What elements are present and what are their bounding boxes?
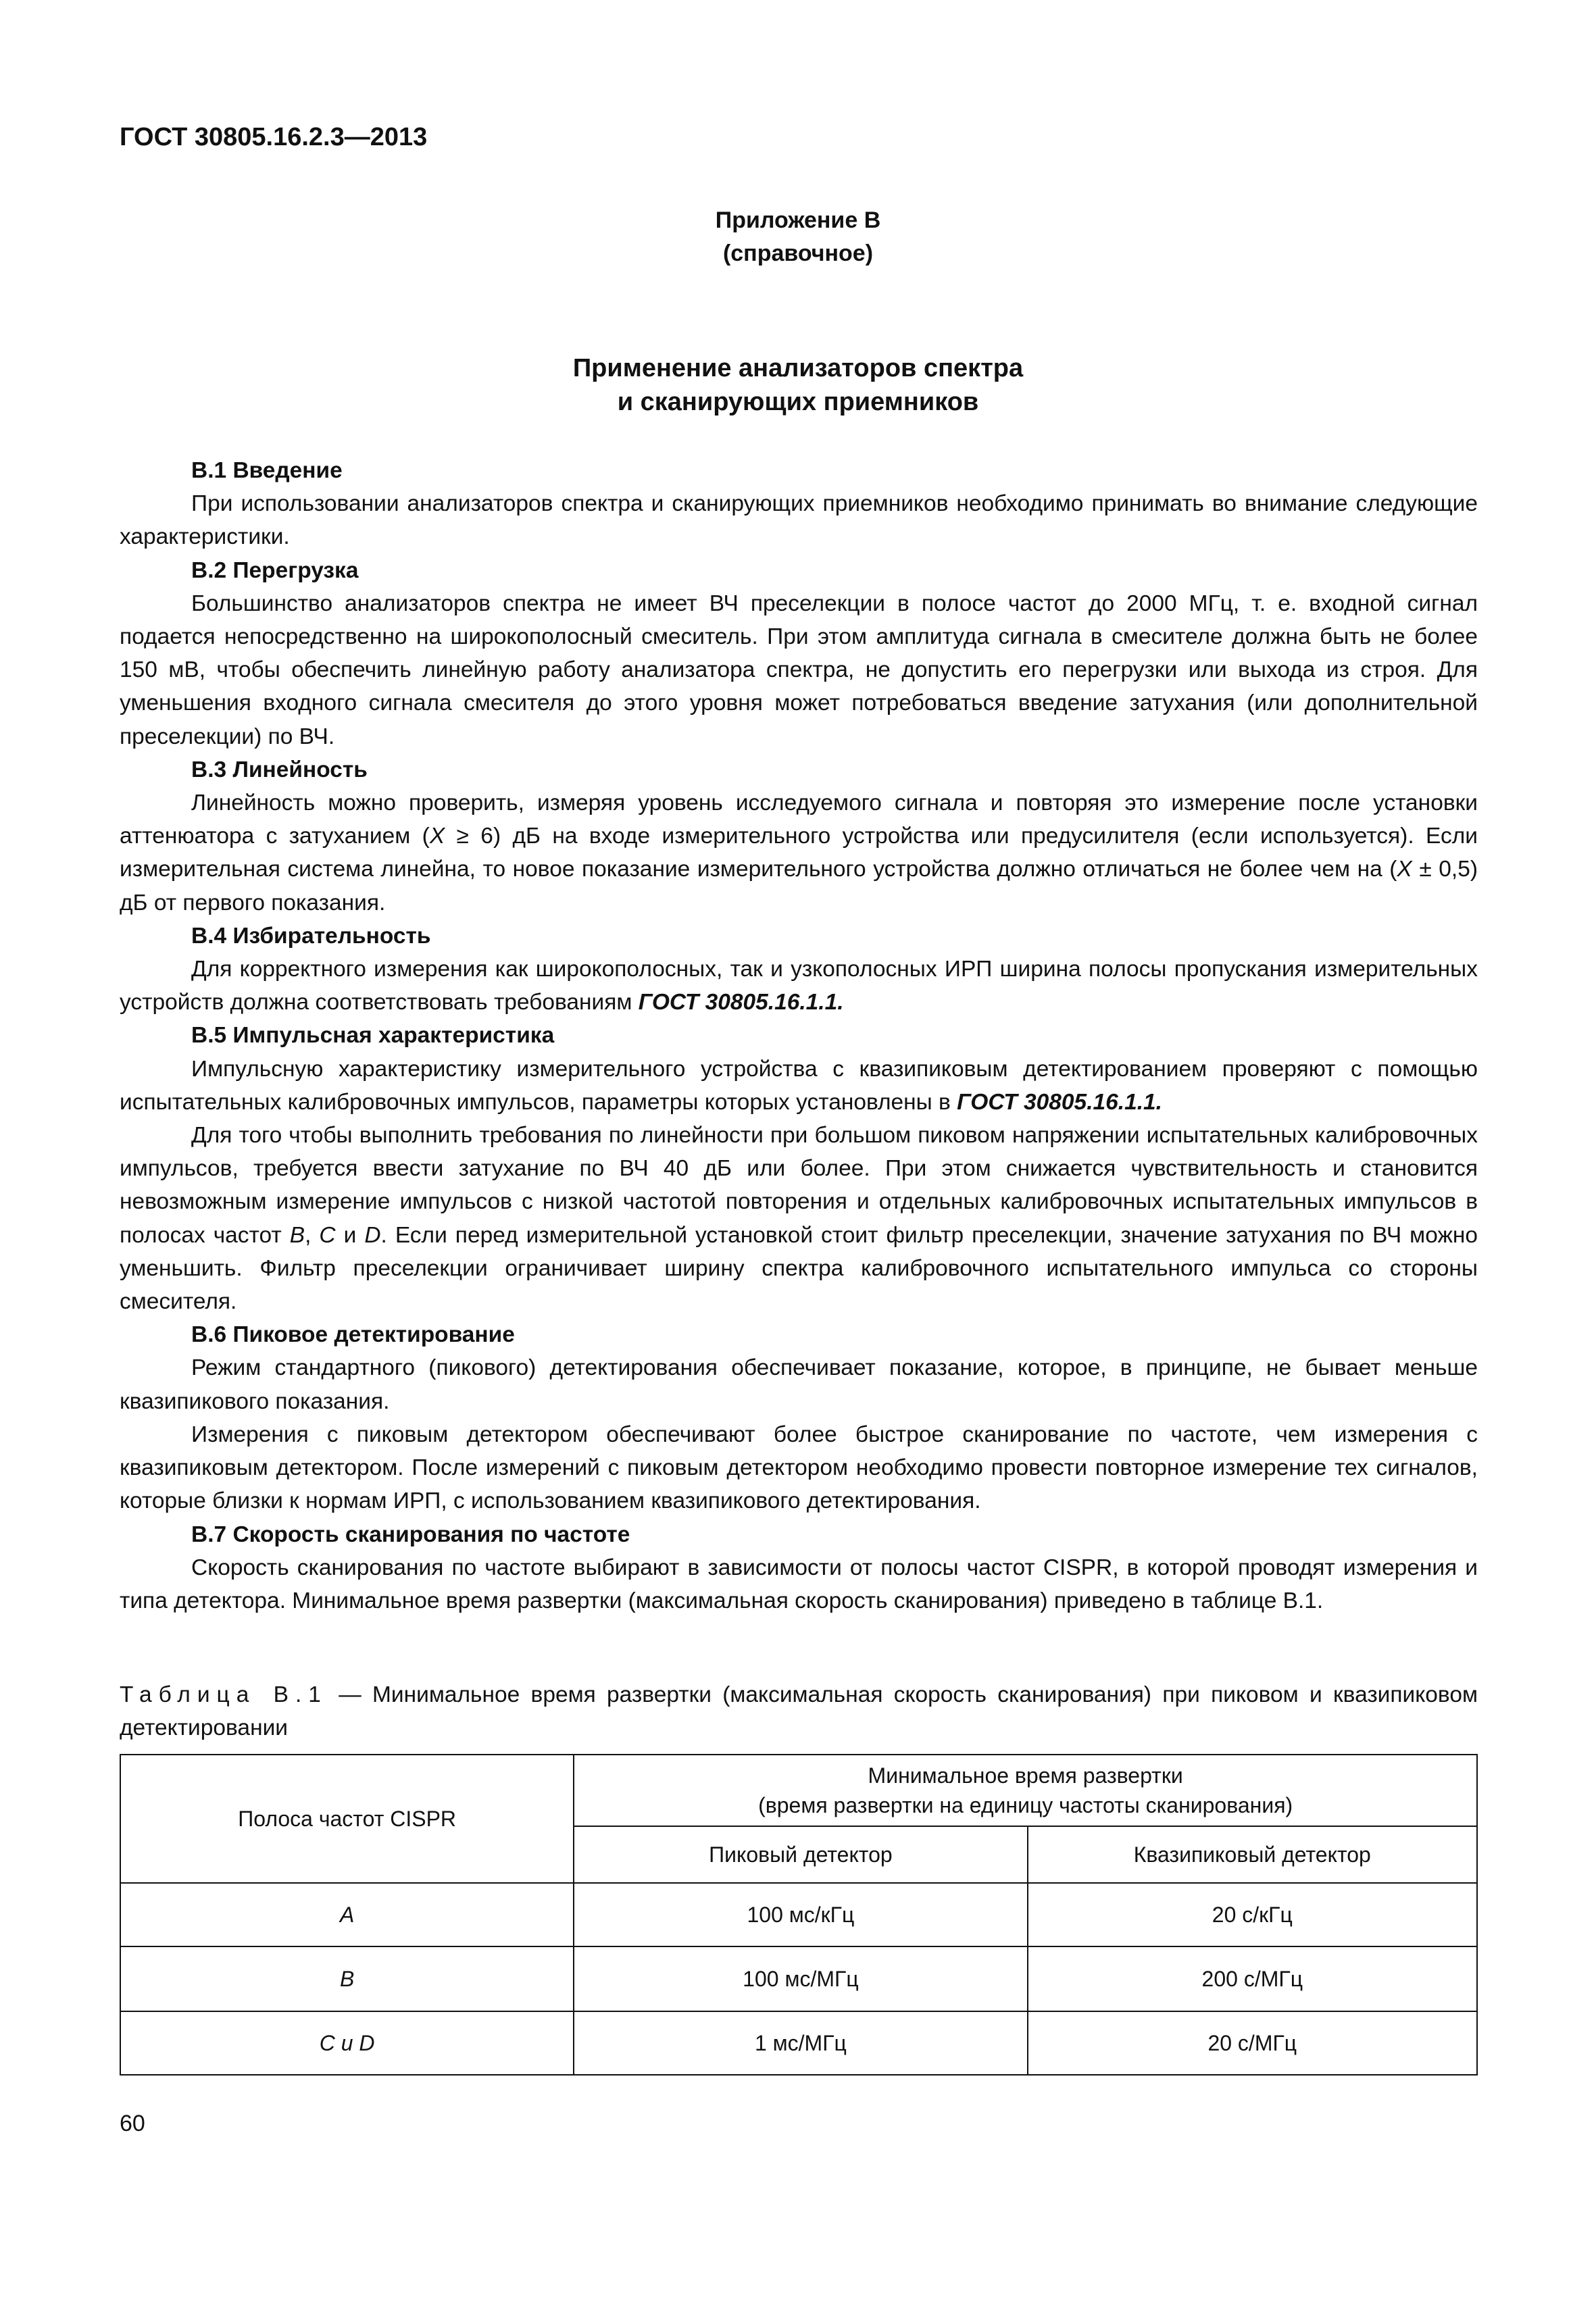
- section-heading-b3: В.3 Линейность: [191, 757, 368, 782]
- table-row: [120, 2011, 1477, 2075]
- column-header-sweep-time-line1: Минимальное время развертки: [868, 1763, 1183, 1788]
- appendix-heading: [0, 204, 1596, 270]
- text-run: ≥ 6) дБ на входе измерительного устройства или предусилителя (если используется). Если измерительная система линейна, то новое показание измерительного устройства должно отличаться не более чем на (: [120, 824, 1478, 882]
- cell-quasi-peak: 200 с/МГц: [1028, 1946, 1477, 2011]
- standard-reference: ГОСТ 30805.16.1.1.: [638, 990, 844, 1015]
- text-run: и: [335, 1222, 365, 1248]
- cell-quasi-peak: 20 с/МГц: [1028, 2011, 1477, 2075]
- cell-peak: 100 мс/МГц: [574, 1946, 1027, 2011]
- band-b: B: [289, 1222, 305, 1248]
- paragraph-b3: [120, 786, 1478, 920]
- standard-header: ГОСТ 30805.16.2.3—2013: [120, 123, 428, 151]
- variable-x: X: [1397, 857, 1412, 882]
- column-header-band: Полоса частот CISPR: [120, 1755, 574, 1883]
- text-run: Для того чтобы выполнить требования по линейности при большом пиковом напряжении испытательных калибровочных импульсов, требуется ввести затухание по ВЧ 40 дБ или более. При этом снижается чувствительность и становится невозможным измерение импульсов с низкой частотой повторения и отдельных калибровочных испытательных импульсов в полосах частот: [120, 1123, 1478, 1248]
- paragraph-b5-2: [120, 1119, 1478, 1318]
- section-heading-b7: В.7 Скорость сканирования по частоте: [191, 1521, 630, 1547]
- cell-quasi-peak: 20 с/кГц: [1028, 1883, 1477, 1946]
- section-heading-b1: В.1 Введение: [191, 458, 343, 483]
- cell-peak: 100 мс/кГц: [574, 1883, 1027, 1946]
- column-header-sweep-time-line2: (время развертки на единицу частоты сканирования): [758, 1793, 1293, 1817]
- page-number: 60: [120, 2111, 145, 2136]
- paragraph-b7: Скорость сканирования по частоте выбирают в зависимости от полосы частот CISPR, в которой проводят измерения и типа детектора. Минимальное время развертки (максимальная скорость сканирования) приведено в таблице В.1.: [120, 1555, 1478, 1613]
- section-heading-b5: В.5 Импульсная характеристика: [191, 1023, 555, 1049]
- standard-reference: ГОСТ 30805.16.1.1.: [957, 1089, 1162, 1115]
- paragraph-b6-2: Измерения с пиковым детектором обеспечивают более быстрое сканирование по частоте, чем измерения с квазипиковым детектором. После измерений с пиковым детектором необходимо провести повторное измерение тех сигналов, которые близки к нормам ИРП, с использованием квазипикового детектирования.: [120, 1422, 1478, 1514]
- section-heading-b4: В.4 Избирательность: [191, 923, 431, 949]
- text-run: ,: [305, 1222, 320, 1248]
- cell-band: C и D: [120, 2011, 574, 2075]
- paragraph-b6-1: Режим стандартного (пикового) детектирования обеспечивает показание, которое, в принципе, не бывает меньше квазипикового показания.: [120, 1355, 1478, 1414]
- paragraph-b1: При использовании анализаторов спектра и сканирующих приемников необходимо принимать во внимание следующие характеристики.: [120, 491, 1478, 550]
- paragraph-b2: Большинство анализаторов спектра не имеет ВЧ преселекции в полосе частот до 2000 МГц, т. е. входной сигнал подается непосредственно на широкополосный смеситель. При этом амплитуда сигнала в смесителе должна быть не более 150 мВ, чтобы обеспечить линейную работу анализатора спектра, не допустить его перегрузки или выхода из строя. Для уменьшения входного сигнала смесителя до этого уровня может потребоваться введение затухания (или дополнительной преселекции) по ВЧ.: [120, 590, 1478, 749]
- table-caption: [120, 1678, 1478, 1744]
- text-run: Линейность можно проверить, измеряя уровень исследуемого сигнала и повторяя это измерение после установки аттенюатора с затуханием (: [120, 790, 1478, 849]
- section-heading-b2: В.2 Перегрузка: [191, 557, 359, 583]
- appendix-subtitle: (справочное): [722, 241, 874, 266]
- text-run: Импульсную характеристику измерительного устройства с квазипиковым детектированием проверяют с помощью испытательных калибровочных импульсов, параметры которых установлены в: [120, 1056, 1478, 1115]
- sweep-time-table: [120, 1754, 1478, 2076]
- section-heading-b6: В.6 Пиковое детектирование: [191, 1322, 515, 1348]
- table-caption-text: — Минимальное время развертки (максимальная скорость сканирования) при пиковом и квазипиковом детектировании: [120, 1682, 1478, 1740]
- band-d: D: [364, 1222, 381, 1248]
- table-caption-label: Таблица В.1: [120, 1682, 328, 1707]
- text-run: ± 0,5) дБ от первого показания.: [120, 857, 1478, 915]
- column-header-sweep-time: [574, 1755, 1477, 1826]
- band-c: C: [319, 1222, 336, 1248]
- page-title-line1: Применение анализаторов спектра: [572, 354, 1024, 382]
- page-title-line2: и сканирующих приемников: [617, 388, 979, 416]
- table-row: [120, 1883, 1477, 1946]
- document-body: [120, 454, 1478, 1617]
- column-header-quasi-peak: Квазипиковый детектор: [1028, 1826, 1477, 1883]
- appendix-title: Приложение В: [715, 207, 881, 233]
- page-title: [0, 351, 1596, 419]
- cell-band: B: [120, 1946, 574, 2011]
- paragraph-b5-1: [120, 1053, 1478, 1119]
- cell-peak: 1 мс/МГц: [574, 2011, 1027, 2075]
- cell-band: A: [120, 1883, 574, 1946]
- paragraph-b4: [120, 953, 1478, 1019]
- column-header-peak: Пиковый детектор: [574, 1826, 1027, 1883]
- table-row: [120, 1946, 1477, 2011]
- text-run: . Если перед измерительной установкой стоит фильтр преселекции, значение затухания по ВЧ можно уменьшить. Фильтр преселекции ограничивает ширину спектра калибровочного испытательного импульса со стороны смесителя.: [120, 1222, 1478, 1315]
- text-run: Для корректного измерения как широкополосных, так и узкополосных ИРП ширина полосы пропускания измерительных устройств должна соответствовать требованиям: [120, 957, 1478, 1015]
- variable-x: X: [429, 824, 445, 849]
